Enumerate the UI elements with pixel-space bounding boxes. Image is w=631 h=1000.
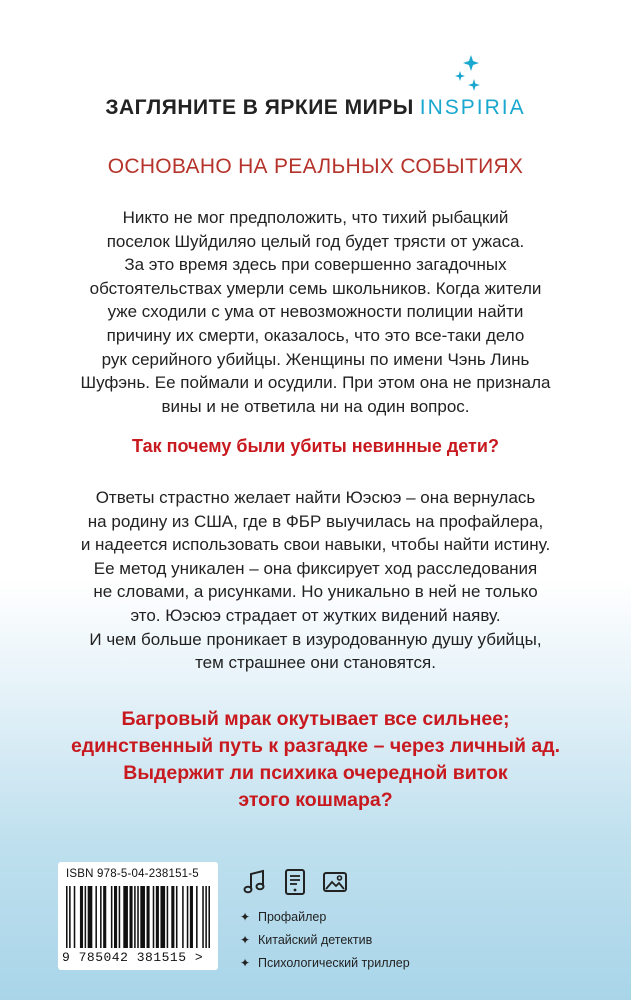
- text-line: и надеется использовать свои навыки, чтобы найти истину.: [80, 535, 551, 555]
- text-line: не словами, а рисунками. Но уникально в ней не только: [93, 582, 538, 602]
- text-line: поселок Шуйдиляо целый год будет трясти от ужаса.: [106, 231, 525, 251]
- text-line: обстоятельствах умерли семь школьников. Когда жители: [89, 278, 542, 298]
- image-icon: [322, 868, 348, 896]
- genre-label: Психологический триллер: [258, 956, 410, 970]
- genre-item: [240, 929, 410, 952]
- header-title: ЗАГЛЯНИТЕ В ЯРКИЕ МИРЫ: [105, 96, 414, 119]
- star-bullet-icon: ✦: [240, 910, 251, 924]
- series-header: [0, 96, 631, 120]
- text-line: Шуфэнь. Ее поймали и осудили. При этом она не признала: [80, 373, 551, 393]
- description-paragraph-1: [40, 206, 591, 418]
- text-line: уже сходили с ума от невозможности полиции найти: [107, 302, 524, 322]
- format-icons: [242, 868, 362, 898]
- ebook-icon: [282, 868, 308, 896]
- genre-item: [240, 952, 410, 975]
- genre-label: Китайский детектив: [258, 933, 373, 947]
- text-line: на родину из США, где в ФБР выучилась на профайлера,: [87, 511, 544, 531]
- text-line: причину их смерти, оказалось, что это все-таки дело: [106, 325, 525, 345]
- text-line: это. Юэсюэ страдает от жутких видений наяву.: [130, 605, 501, 625]
- barcode-digits: 9 785042 381515 >: [62, 950, 204, 965]
- text-line: тем страшнее они становятся.: [195, 653, 436, 673]
- genre-list: [240, 906, 410, 975]
- text-line: И чем больше проникает в изуродованную душу убийцы,: [89, 629, 542, 649]
- question-heading: Так почему были убиты невинные дети?: [132, 436, 499, 456]
- sparkle-icon: [452, 55, 482, 97]
- genre-item: [240, 906, 410, 929]
- isbn-label: ISBN 978-5-04-238151-5: [66, 868, 199, 880]
- star-bullet-icon: ✦: [240, 933, 251, 947]
- tagline-line: Багровый мрак окутывает все сильнее;: [121, 708, 510, 730]
- tagline-line: Выдержит ли психика очередной виток: [123, 762, 508, 784]
- text-line: Ее метод уникален – она фиксирует ход расследования: [93, 558, 538, 578]
- text-line: За это время здесь при совершенно загадочных: [124, 255, 507, 275]
- brand-name: INSPIRIA: [419, 96, 526, 119]
- barcode-panel: [58, 862, 218, 970]
- text-line: Никто не мог предположить, что тихий рыбацкий: [122, 208, 509, 227]
- tagline-line: этого кошмара?: [238, 789, 393, 811]
- text-line: Ответы страстно желает найти Юэсюэ – она вернулась: [95, 488, 536, 507]
- tagline-line: единственный путь к разгадке – через личный ад.: [70, 735, 561, 757]
- star-bullet-icon: ✦: [240, 956, 251, 970]
- music-note-icon: [242, 868, 268, 896]
- subtitle: ОСНОВАНО НА РЕАЛЬНЫХ СОБЫТИЯХ: [107, 155, 524, 178]
- genre-label: Профайлер: [258, 910, 327, 924]
- text-line: вины и не ответила ни на один вопрос.: [161, 396, 470, 416]
- barcode-image: [64, 886, 212, 948]
- text-line: рук серийного убийцы. Женщины по имени Чэнь Линь: [101, 349, 530, 369]
- closing-tagline: [40, 706, 591, 814]
- description-paragraph-2: [40, 486, 591, 675]
